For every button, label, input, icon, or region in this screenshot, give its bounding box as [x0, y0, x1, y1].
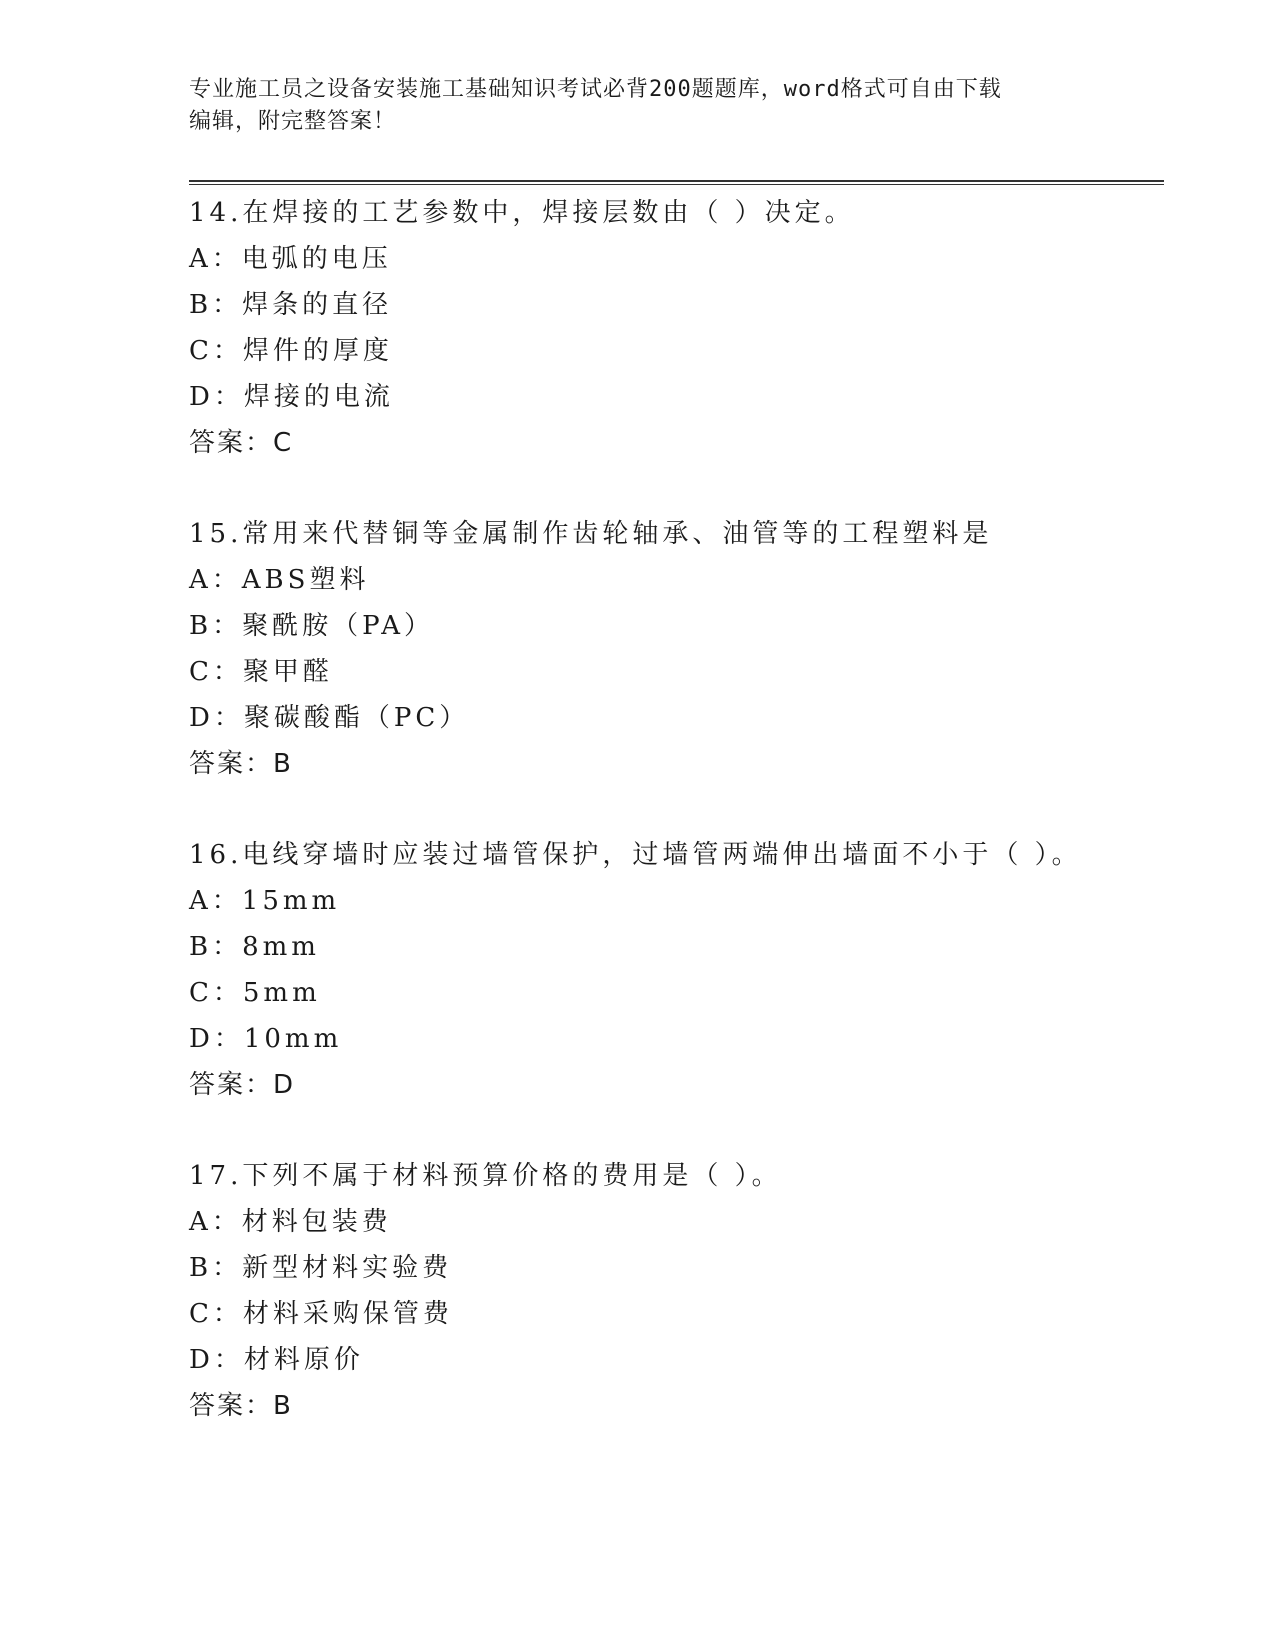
question-stem: 15.常用来代替铜等金属制作齿轮轴承、油管等的工程塑料是 — [189, 519, 993, 549]
option-a: A：ABS塑料 — [189, 565, 370, 595]
answer: 答案：C — [189, 428, 294, 458]
option-d: D：材料原价 — [189, 1345, 364, 1375]
option-c: C：焊件的厚度 — [189, 336, 393, 366]
option-b: B：聚酰胺（PA） — [189, 611, 434, 641]
option-a: A：电弧的电压 — [189, 244, 392, 274]
question-16 — [189, 832, 1164, 1108]
option-a: A：材料包装费 — [189, 1207, 392, 1237]
option-b: B：焊条的直径 — [189, 290, 393, 320]
question-stem: 16.电线穿墙时应装过墙管保护，过墙管两端伸出墙面不小于（ ）。 — [189, 840, 1082, 870]
document-header — [189, 74, 1089, 138]
option-a: A：15mm — [189, 886, 341, 916]
question-14 — [189, 190, 1164, 466]
option-c: C：材料采购保管费 — [189, 1299, 453, 1329]
option-c: C：聚甲醛 — [189, 657, 333, 687]
option-c: C：5mm — [189, 978, 321, 1008]
header-line-1: 专业施工员之设备安装施工基础知识考试必背200题题库，word格式可自由下载 — [189, 77, 1002, 102]
header-line-2: 编辑，附完整答案！ — [189, 109, 397, 134]
question-17 — [189, 1153, 1164, 1429]
option-d: D：焊接的电流 — [189, 382, 394, 412]
option-d: D：10mm — [189, 1024, 343, 1054]
header-divider-thin — [189, 184, 1164, 185]
answer: 答案：B — [189, 1391, 293, 1421]
question-15 — [189, 511, 1164, 787]
option-b: B：8mm — [189, 932, 320, 962]
option-d: D：聚碳酸酯（PC） — [189, 703, 470, 733]
answer: 答案：B — [189, 749, 293, 779]
question-list — [189, 190, 1164, 1474]
answer: 答案：D — [189, 1070, 296, 1100]
question-stem: 17.下列不属于材料预算价格的费用是（ ）。 — [189, 1161, 782, 1191]
option-b: B：新型材料实验费 — [189, 1253, 453, 1283]
question-stem: 14.在焊接的工艺参数中，焊接层数由（ ）决定。 — [189, 198, 855, 228]
header-divider-thick — [189, 180, 1164, 182]
